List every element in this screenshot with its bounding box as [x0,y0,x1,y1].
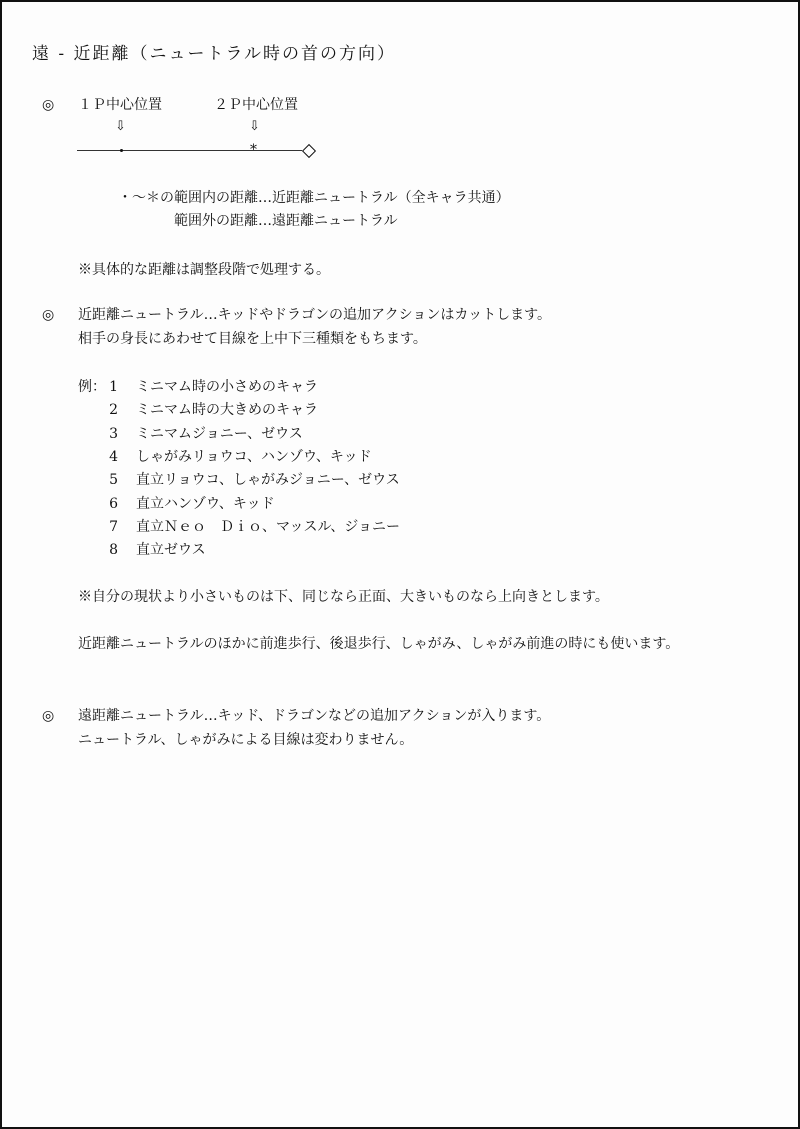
example-text: ミニマム時の大きめのキャラ [136,402,318,418]
arrow-down-2p-icon: ⇩ [249,119,260,134]
distance-line [77,150,302,151]
example-text: 直立ゼウス [136,542,206,558]
section2-bullet-mark: ◎ [42,307,55,323]
example-text: 直立Ｎｅｏ Ｄｉｏ、マッスル、ジョニー [136,519,401,535]
arrow-down-1p-icon: ⇩ [115,119,126,134]
near-neutral-description: 近距離ニュートラル…キッドやドラゴンの追加アクションはカットします。 [78,307,552,323]
example-number: 8 [109,542,118,558]
example-text: しゃがみリョウコ、ハンゾウ、キッド [136,449,372,465]
example-number: 3 [109,426,118,442]
position-2p-star-icon: * [250,142,257,158]
example-label: 例： [78,379,106,395]
range-outside-text: 範囲外の距離…遠距離ニュートラル [174,213,398,229]
example-number: 1 [109,379,118,395]
label-1p-center: １Ｐ中心位置 [78,97,162,113]
position-1p-dot-icon [120,149,123,152]
diamond-endpoint-icon [302,144,316,158]
example-text: 直立リョウコ、しゃがみジョニー、ゼウス [136,472,400,488]
example-text: ミニマム時の小さめのキャラ [136,379,318,395]
range-inside-text: ・～＊の範囲内の距離…近距離ニュートラル（全キャラ共通） [118,190,510,206]
example-number: 4 [109,449,118,465]
example-text: 直立ハンゾウ、キッド [136,496,275,512]
section1-note: ※具体的な距離は調整段階で処理する。 [78,262,330,278]
far-gaze-note: ニュートラル、しゃがみによる目線は変わりません。 [78,732,414,748]
example-number: 6 [109,496,118,512]
section1-bullet-mark: ◎ [42,97,55,113]
section3-bullet-mark: ◎ [42,708,55,724]
usage-note: 近距離ニュートラルのほかに前進歩行、後退歩行、しゃがみ、しゃがみ前進の時にも使います。 [78,636,680,652]
example-number: 7 [109,519,118,535]
example-number: 5 [109,472,118,488]
gaze-levels-description: 相手の身長にあわせて目線を上中下三種類をもちます。 [78,331,427,347]
label-2p-center: ２Ｐ中心位置 [214,97,298,113]
example-number: 2 [109,402,118,418]
page-title: 遠 - 近距離（ニュートラル時の首の方向） [32,44,397,64]
far-neutral-description: 遠距離ニュートラル…キッド、ドラゴンなどの追加アクションが入ります。 [78,708,551,724]
gaze-direction-note: ※自分の現状より小さいものは下、同じなら正面、大きいものなら上向きとします。 [78,589,609,605]
example-text: ミニマムジョニー、ゼウス [136,426,303,442]
